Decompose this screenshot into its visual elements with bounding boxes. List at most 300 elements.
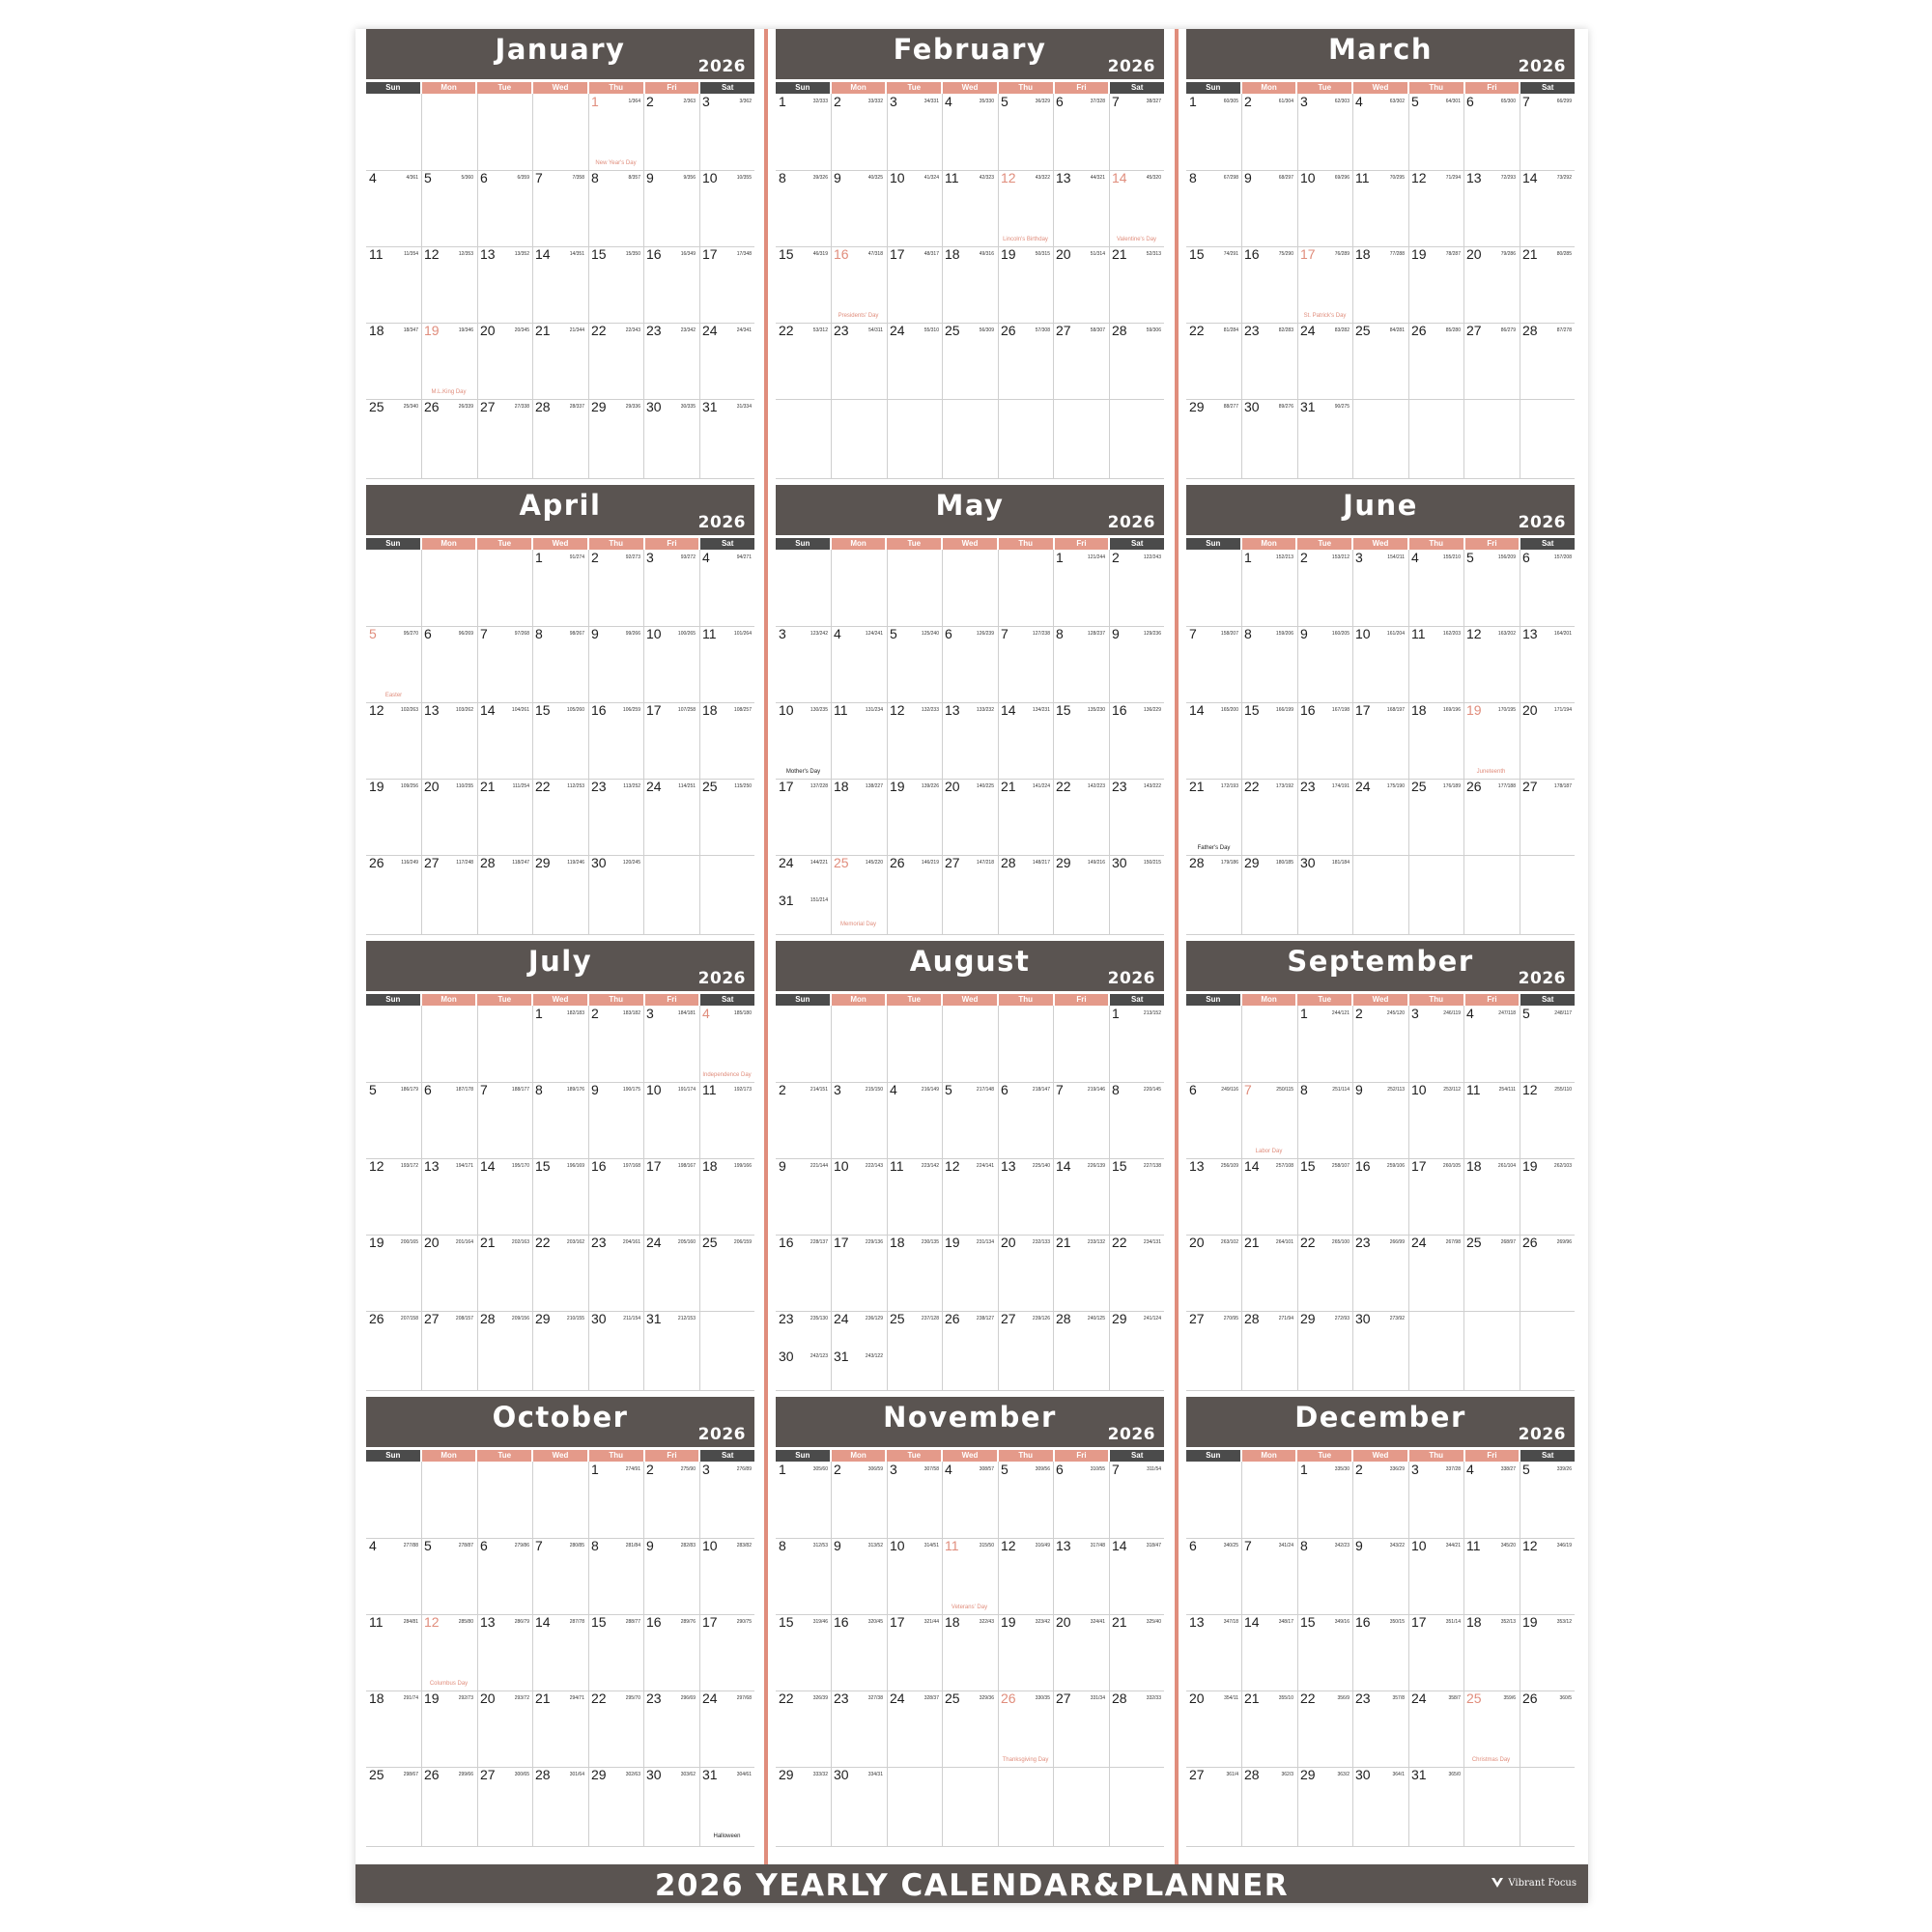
day-cell[interactable] xyxy=(776,626,831,702)
day-cell[interactable] xyxy=(643,1235,698,1311)
day-cell[interactable] xyxy=(643,550,698,626)
day-cell[interactable] xyxy=(1463,550,1519,626)
day-cell[interactable] xyxy=(1053,1311,1108,1387)
day-cell[interactable] xyxy=(1241,399,1296,475)
day-cell[interactable] xyxy=(588,1690,643,1767)
day-cell[interactable] xyxy=(1186,626,1241,702)
day-cell[interactable] xyxy=(1241,1082,1296,1158)
day-cell[interactable] xyxy=(887,855,942,931)
day-cell[interactable] xyxy=(421,702,476,779)
day-cell[interactable] xyxy=(998,323,1053,399)
day-cell[interactable] xyxy=(998,1158,1053,1235)
day-cell[interactable] xyxy=(831,1690,886,1767)
day-cell[interactable] xyxy=(1186,1614,1241,1690)
day-cell[interactable] xyxy=(1297,246,1352,323)
day-cell[interactable] xyxy=(1520,1538,1575,1614)
day-cell[interactable] xyxy=(1241,1311,1296,1387)
day-cell[interactable] xyxy=(699,1235,754,1311)
day-cell[interactable] xyxy=(1297,1006,1352,1082)
day-cell[interactable] xyxy=(776,1158,831,1235)
day-cell[interactable] xyxy=(1352,702,1407,779)
day-cell[interactable] xyxy=(1053,550,1108,626)
day-cell[interactable] xyxy=(643,1690,698,1767)
day-cell[interactable] xyxy=(532,702,587,779)
day-cell[interactable] xyxy=(699,1767,754,1843)
day-cell[interactable] xyxy=(776,779,831,855)
day-cell[interactable] xyxy=(1408,1235,1463,1311)
day-cell[interactable] xyxy=(1241,550,1296,626)
day-cell[interactable] xyxy=(477,1614,532,1690)
day-cell[interactable] xyxy=(1408,779,1463,855)
day-cell[interactable] xyxy=(942,855,997,931)
day-cell[interactable] xyxy=(1186,323,1241,399)
day-cell[interactable] xyxy=(1109,1158,1164,1235)
day-cell[interactable] xyxy=(1408,170,1463,246)
day-cell[interactable] xyxy=(887,702,942,779)
day-cell[interactable] xyxy=(831,626,886,702)
day-cell[interactable] xyxy=(588,94,643,170)
day-cell[interactable] xyxy=(776,1690,831,1767)
day-cell[interactable] xyxy=(998,1311,1053,1387)
day-cell[interactable] xyxy=(1463,170,1519,246)
day-cell[interactable] xyxy=(588,855,643,931)
day-cell[interactable] xyxy=(421,1082,476,1158)
day-cell[interactable] xyxy=(831,1462,886,1538)
day-cell[interactable] xyxy=(1352,1767,1407,1843)
day-cell[interactable] xyxy=(532,626,587,702)
day-cell[interactable] xyxy=(366,1311,421,1387)
day-cell[interactable] xyxy=(942,94,997,170)
day-cell[interactable] xyxy=(1520,702,1575,779)
day-cell[interactable] xyxy=(477,702,532,779)
day-cell[interactable] xyxy=(998,1462,1053,1538)
day-cell[interactable] xyxy=(1186,702,1241,779)
day-cell[interactable] xyxy=(588,323,643,399)
day-cell[interactable] xyxy=(887,779,942,855)
day-cell[interactable] xyxy=(998,779,1053,855)
day-cell[interactable] xyxy=(942,1462,997,1538)
day-cell[interactable] xyxy=(1463,779,1519,855)
day-cell[interactable] xyxy=(1297,1614,1352,1690)
day-cell[interactable] xyxy=(1186,1538,1241,1614)
day-cell[interactable] xyxy=(1352,323,1407,399)
day-cell[interactable] xyxy=(776,94,831,170)
day-cell[interactable] xyxy=(998,170,1053,246)
day-cell[interactable] xyxy=(942,246,997,323)
day-cell[interactable] xyxy=(1408,94,1463,170)
day-cell[interactable] xyxy=(998,246,1053,323)
day-cell[interactable] xyxy=(1352,779,1407,855)
day-cell[interactable] xyxy=(1352,1614,1407,1690)
day-cell[interactable] xyxy=(477,855,532,931)
day-cell[interactable] xyxy=(1109,170,1164,246)
day-cell[interactable] xyxy=(366,1767,421,1843)
day-cell[interactable] xyxy=(1408,1082,1463,1158)
day-cell[interactable] xyxy=(532,1235,587,1311)
day-cell[interactable] xyxy=(1408,246,1463,323)
day-cell[interactable] xyxy=(1408,1690,1463,1767)
day-cell[interactable] xyxy=(887,246,942,323)
day-cell[interactable] xyxy=(1241,323,1296,399)
day-cell[interactable] xyxy=(1463,94,1519,170)
day-cell[interactable] xyxy=(532,779,587,855)
day-cell[interactable] xyxy=(1053,1235,1108,1311)
day-cell[interactable] xyxy=(643,94,698,170)
day-cell[interactable] xyxy=(1241,1538,1296,1614)
day-cell[interactable] xyxy=(776,1767,831,1843)
day-cell[interactable] xyxy=(1463,1462,1519,1538)
day-cell[interactable] xyxy=(1053,855,1108,931)
day-cell[interactable] xyxy=(1297,399,1352,475)
day-cell[interactable] xyxy=(699,1158,754,1235)
day-cell[interactable] xyxy=(1241,94,1296,170)
day-cell[interactable] xyxy=(887,626,942,702)
day-cell[interactable] xyxy=(1241,779,1296,855)
day-cell[interactable] xyxy=(366,779,421,855)
day-cell[interactable] xyxy=(887,1462,942,1538)
day-cell[interactable] xyxy=(1241,170,1296,246)
day-cell[interactable] xyxy=(776,702,831,779)
day-cell[interactable] xyxy=(699,399,754,475)
day-cell[interactable] xyxy=(421,1311,476,1387)
day-cell[interactable] xyxy=(831,1082,886,1158)
day-cell[interactable] xyxy=(1520,323,1575,399)
day-cell[interactable] xyxy=(942,1235,997,1311)
day-cell[interactable] xyxy=(588,779,643,855)
day-cell[interactable] xyxy=(1352,1462,1407,1538)
day-cell[interactable] xyxy=(421,1538,476,1614)
day-cell[interactable] xyxy=(1463,626,1519,702)
day-cell[interactable] xyxy=(998,702,1053,779)
day-cell[interactable] xyxy=(532,399,587,475)
day-cell[interactable] xyxy=(1408,1006,1463,1082)
day-cell[interactable] xyxy=(776,1538,831,1614)
day-cell[interactable] xyxy=(1463,1158,1519,1235)
day-cell[interactable] xyxy=(1241,1235,1296,1311)
day-cell[interactable] xyxy=(998,1690,1053,1767)
day-cell[interactable] xyxy=(1408,323,1463,399)
day-cell[interactable] xyxy=(421,779,476,855)
day-cell[interactable] xyxy=(421,1235,476,1311)
day-cell[interactable] xyxy=(776,170,831,246)
day-cell[interactable] xyxy=(1408,1767,1463,1843)
day-cell[interactable] xyxy=(1109,855,1164,931)
day-cell[interactable] xyxy=(588,1538,643,1614)
day-cell[interactable] xyxy=(366,323,421,399)
day-cell[interactable] xyxy=(1463,1006,1519,1082)
day-cell[interactable] xyxy=(1463,323,1519,399)
day-cell[interactable] xyxy=(831,323,886,399)
day-cell[interactable] xyxy=(532,170,587,246)
day-cell[interactable] xyxy=(1186,94,1241,170)
day-cell[interactable] xyxy=(588,170,643,246)
day-cell[interactable] xyxy=(1408,702,1463,779)
day-cell[interactable] xyxy=(1352,94,1407,170)
day-cell[interactable] xyxy=(1241,1158,1296,1235)
day-cell[interactable] xyxy=(1297,626,1352,702)
day-cell[interactable] xyxy=(477,626,532,702)
day-cell[interactable] xyxy=(1297,1158,1352,1235)
day-cell[interactable] xyxy=(366,626,421,702)
day-cell[interactable] xyxy=(831,1614,886,1690)
day-cell[interactable] xyxy=(1297,855,1352,931)
day-cell[interactable] xyxy=(1053,1082,1108,1158)
day-cell[interactable] xyxy=(1109,702,1164,779)
day-cell[interactable] xyxy=(998,1235,1053,1311)
day-cell[interactable] xyxy=(1053,94,1108,170)
day-cell[interactable] xyxy=(588,1235,643,1311)
day-cell[interactable] xyxy=(1186,399,1241,475)
day-cell[interactable] xyxy=(421,1614,476,1690)
day-cell[interactable] xyxy=(831,94,886,170)
day-cell[interactable] xyxy=(699,1082,754,1158)
day-cell[interactable] xyxy=(1520,1614,1575,1690)
day-cell[interactable] xyxy=(998,1614,1053,1690)
day-cell[interactable] xyxy=(588,1614,643,1690)
day-cell[interactable] xyxy=(477,170,532,246)
day-cell[interactable] xyxy=(1053,1538,1108,1614)
day-cell[interactable] xyxy=(1463,1235,1519,1311)
day-cell[interactable] xyxy=(477,323,532,399)
day-cell[interactable] xyxy=(643,170,698,246)
day-cell[interactable] xyxy=(366,399,421,475)
day-cell[interactable] xyxy=(1186,246,1241,323)
day-cell[interactable] xyxy=(699,779,754,855)
day-cell[interactable] xyxy=(588,399,643,475)
day-cell[interactable] xyxy=(1297,1082,1352,1158)
day-cell[interactable] xyxy=(1408,1614,1463,1690)
day-cell[interactable] xyxy=(1463,1614,1519,1690)
day-cell[interactable] xyxy=(1109,246,1164,323)
day-cell[interactable] xyxy=(1520,1462,1575,1538)
day-cell[interactable] xyxy=(588,1158,643,1235)
day-cell[interactable] xyxy=(421,170,476,246)
day-cell[interactable] xyxy=(1241,855,1296,931)
day-cell[interactable] xyxy=(532,1690,587,1767)
day-cell[interactable] xyxy=(887,1082,942,1158)
day-cell[interactable] xyxy=(366,855,421,931)
day-cell[interactable] xyxy=(699,702,754,779)
day-cell[interactable] xyxy=(831,779,886,855)
day-cell[interactable] xyxy=(942,1690,997,1767)
day-cell[interactable] xyxy=(1241,1614,1296,1690)
day-cell[interactable] xyxy=(776,246,831,323)
day-cell[interactable] xyxy=(1297,1690,1352,1767)
day-cell[interactable] xyxy=(998,855,1053,931)
day-cell[interactable] xyxy=(1520,1082,1575,1158)
day-cell[interactable] xyxy=(776,1311,831,1348)
day-cell[interactable] xyxy=(1186,1082,1241,1158)
day-cell[interactable] xyxy=(1053,1614,1108,1690)
day-cell[interactable] xyxy=(831,855,886,931)
day-cell[interactable] xyxy=(366,702,421,779)
day-cell[interactable] xyxy=(366,1235,421,1311)
day-cell[interactable] xyxy=(942,1158,997,1235)
day-cell[interactable] xyxy=(366,1158,421,1235)
day-cell[interactable] xyxy=(532,550,587,626)
day-cell[interactable] xyxy=(1520,1690,1575,1767)
day-cell[interactable] xyxy=(1352,1006,1407,1082)
day-cell[interactable] xyxy=(887,1235,942,1311)
day-cell[interactable] xyxy=(643,1082,698,1158)
day-cell[interactable] xyxy=(588,1006,643,1082)
day-cell[interactable] xyxy=(1109,1462,1164,1538)
day-cell[interactable] xyxy=(699,323,754,399)
day-cell[interactable] xyxy=(532,1082,587,1158)
day-cell[interactable] xyxy=(1352,1235,1407,1311)
day-cell[interactable] xyxy=(532,855,587,931)
day-cell[interactable] xyxy=(831,1767,886,1843)
day-cell[interactable] xyxy=(887,1158,942,1235)
day-cell[interactable] xyxy=(1463,1538,1519,1614)
day-cell[interactable] xyxy=(1297,1767,1352,1843)
day-cell[interactable] xyxy=(1297,1538,1352,1614)
day-cell[interactable] xyxy=(699,1614,754,1690)
day-cell[interactable] xyxy=(1053,1158,1108,1235)
day-cell[interactable] xyxy=(643,1311,698,1387)
day-cell[interactable] xyxy=(1297,702,1352,779)
day-cell[interactable] xyxy=(942,702,997,779)
day-cell[interactable] xyxy=(643,1006,698,1082)
day-cell[interactable] xyxy=(998,1082,1053,1158)
day-cell[interactable] xyxy=(831,1158,886,1235)
day-cell[interactable] xyxy=(1186,1311,1241,1387)
day-cell[interactable] xyxy=(1241,702,1296,779)
day-cell[interactable] xyxy=(477,1235,532,1311)
day-cell[interactable] xyxy=(588,550,643,626)
day-cell[interactable] xyxy=(699,550,754,626)
day-cell[interactable] xyxy=(1463,1690,1519,1767)
day-cell[interactable] xyxy=(1408,626,1463,702)
day-cell[interactable] xyxy=(532,1006,587,1082)
day-cell[interactable] xyxy=(942,1614,997,1690)
day-cell[interactable] xyxy=(887,170,942,246)
day-cell[interactable] xyxy=(643,246,698,323)
day-cell[interactable] xyxy=(1186,779,1241,855)
day-cell[interactable] xyxy=(942,323,997,399)
day-cell[interactable] xyxy=(477,246,532,323)
day-cell[interactable] xyxy=(421,323,476,399)
day-cell[interactable] xyxy=(1520,246,1575,323)
day-cell[interactable] xyxy=(1352,1311,1407,1387)
day-cell[interactable] xyxy=(1109,1538,1164,1614)
day-cell[interactable] xyxy=(776,1349,831,1385)
day-cell[interactable] xyxy=(1463,1082,1519,1158)
day-cell[interactable] xyxy=(1297,170,1352,246)
day-cell[interactable] xyxy=(532,323,587,399)
day-cell[interactable] xyxy=(643,626,698,702)
day-cell[interactable] xyxy=(942,626,997,702)
day-cell[interactable] xyxy=(532,246,587,323)
day-cell[interactable] xyxy=(643,1767,698,1843)
day-cell[interactable] xyxy=(1053,1462,1108,1538)
day-cell[interactable] xyxy=(699,170,754,246)
day-cell[interactable] xyxy=(1186,1158,1241,1235)
day-cell[interactable] xyxy=(1352,1538,1407,1614)
day-cell[interactable] xyxy=(699,1538,754,1614)
day-cell[interactable] xyxy=(1109,779,1164,855)
day-cell[interactable] xyxy=(643,1614,698,1690)
day-cell[interactable] xyxy=(532,1767,587,1843)
day-cell[interactable] xyxy=(477,1082,532,1158)
day-cell[interactable] xyxy=(643,1538,698,1614)
day-cell[interactable] xyxy=(366,1082,421,1158)
day-cell[interactable] xyxy=(1241,626,1296,702)
day-cell[interactable] xyxy=(887,94,942,170)
day-cell[interactable] xyxy=(643,779,698,855)
day-cell[interactable] xyxy=(643,323,698,399)
day-cell[interactable] xyxy=(699,626,754,702)
day-cell[interactable] xyxy=(1109,626,1164,702)
day-cell[interactable] xyxy=(1352,1690,1407,1767)
day-cell[interactable] xyxy=(831,1349,886,1385)
day-cell[interactable] xyxy=(421,246,476,323)
day-cell[interactable] xyxy=(366,170,421,246)
day-cell[interactable] xyxy=(366,246,421,323)
day-cell[interactable] xyxy=(1408,1462,1463,1538)
day-cell[interactable] xyxy=(776,323,831,399)
day-cell[interactable] xyxy=(532,1158,587,1235)
day-cell[interactable] xyxy=(887,1311,942,1387)
day-cell[interactable] xyxy=(588,1082,643,1158)
day-cell[interactable] xyxy=(942,1538,997,1614)
day-cell[interactable] xyxy=(776,855,831,892)
day-cell[interactable] xyxy=(1297,323,1352,399)
day-cell[interactable] xyxy=(1520,550,1575,626)
day-cell[interactable] xyxy=(366,1614,421,1690)
day-cell[interactable] xyxy=(421,855,476,931)
day-cell[interactable] xyxy=(1520,94,1575,170)
day-cell[interactable] xyxy=(1408,1538,1463,1614)
day-cell[interactable] xyxy=(831,170,886,246)
day-cell[interactable] xyxy=(1241,1767,1296,1843)
day-cell[interactable] xyxy=(1186,170,1241,246)
day-cell[interactable] xyxy=(831,1311,886,1348)
day-cell[interactable] xyxy=(421,1158,476,1235)
day-cell[interactable] xyxy=(1109,1311,1164,1387)
day-cell[interactable] xyxy=(887,323,942,399)
day-cell[interactable] xyxy=(1352,1082,1407,1158)
day-cell[interactable] xyxy=(998,94,1053,170)
day-cell[interactable] xyxy=(1297,550,1352,626)
day-cell[interactable] xyxy=(643,1158,698,1235)
day-cell[interactable] xyxy=(699,1690,754,1767)
day-cell[interactable] xyxy=(1520,1158,1575,1235)
day-cell[interactable] xyxy=(532,1311,587,1387)
day-cell[interactable] xyxy=(366,1690,421,1767)
day-cell[interactable] xyxy=(588,626,643,702)
day-cell[interactable] xyxy=(643,1462,698,1538)
day-cell[interactable] xyxy=(942,779,997,855)
day-cell[interactable] xyxy=(477,779,532,855)
day-cell[interactable] xyxy=(699,94,754,170)
day-cell[interactable] xyxy=(1352,170,1407,246)
day-cell[interactable] xyxy=(477,1690,532,1767)
day-cell[interactable] xyxy=(776,1235,831,1311)
day-cell[interactable] xyxy=(1241,1690,1296,1767)
day-cell[interactable] xyxy=(477,1767,532,1843)
day-cell[interactable] xyxy=(1352,246,1407,323)
day-cell[interactable] xyxy=(998,626,1053,702)
day-cell[interactable] xyxy=(942,1311,997,1387)
day-cell[interactable] xyxy=(831,246,886,323)
day-cell[interactable] xyxy=(1463,246,1519,323)
day-cell[interactable] xyxy=(1352,550,1407,626)
day-cell[interactable] xyxy=(699,246,754,323)
day-cell[interactable] xyxy=(588,246,643,323)
day-cell[interactable] xyxy=(1186,1235,1241,1311)
day-cell[interactable] xyxy=(1297,1311,1352,1387)
